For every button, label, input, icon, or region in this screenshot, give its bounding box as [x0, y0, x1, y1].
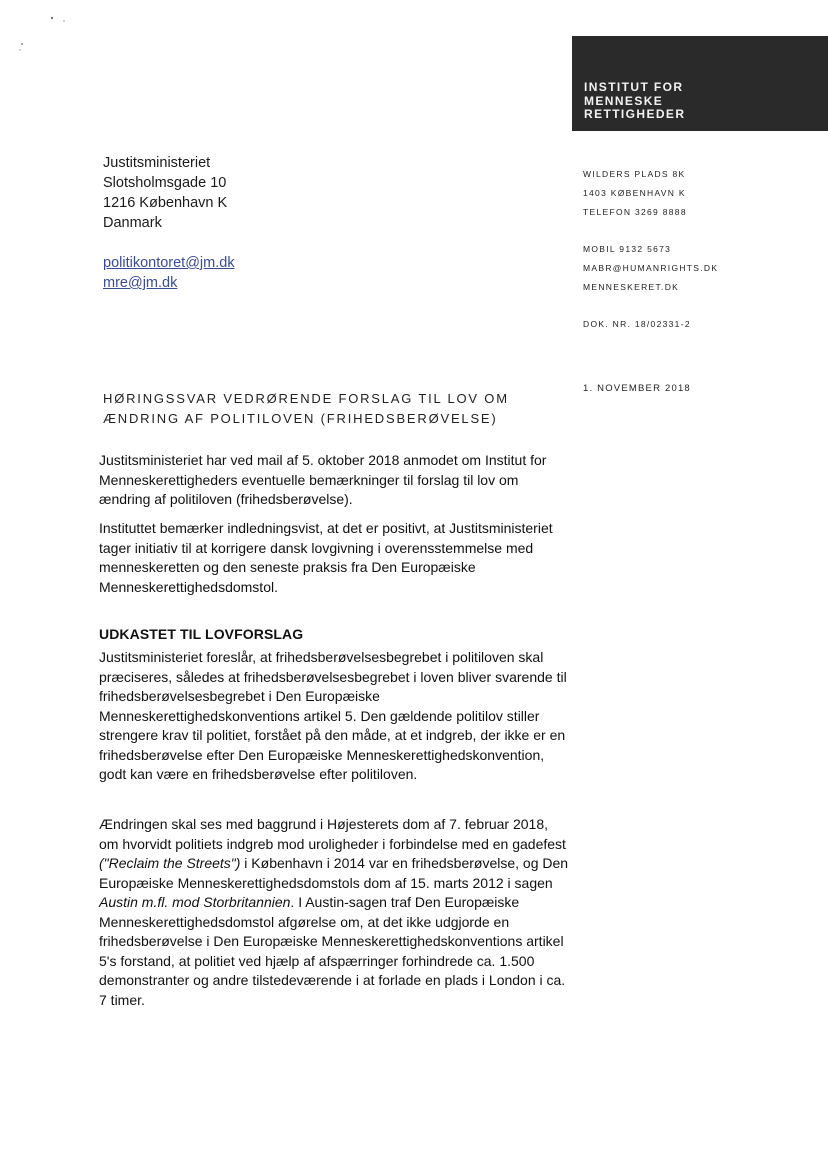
paragraph-text	[99, 815, 569, 1010]
recipient-line: 1216 København K	[103, 195, 228, 211]
paragraph-text: Instituttet bemærker indledningsvist, at det er positivt, at Justitsministeriet tager initiativ til at korrigere dansk lovgivning i overensstemmelse med menneskeretten og den seneste praksis fra Den Europæiske Menneskerettighedsdomstol.	[99, 520, 553, 595]
sender-website: MENNESKERET.DK	[583, 282, 680, 292]
text-run: . I Austin-sagen traf Den Europæiske Menneskerettighedsdomstol afgørelse om, at det ikke udgjorde en frihedsberøvelse i Den Europæiske Menneskerettighedskonventions artikel 5's forstand, at politiet ved hjælp af afspærringer forhindrede ca. 1.500 demonstranter og andre tilstedeværende i at forlade en plads i London i ca. 7 timer.	[99, 894, 566, 1008]
scan-specks	[14, 14, 74, 54]
paragraph-proposal	[99, 648, 569, 785]
recipient-line: Slotsholmsgade 10	[103, 175, 227, 191]
sender-address-line: WILDERS PLADS 8K	[583, 169, 686, 179]
recipient-emails	[103, 253, 235, 293]
document-number: DOK. NR. 18/02331-2	[583, 319, 691, 329]
sender-phone: TELEFON 3269 8888	[583, 207, 687, 217]
letter-date: 1. NOVEMBER 2018	[583, 383, 691, 394]
email-link[interactable]: politikontoret@jm.dk	[103, 255, 235, 271]
text-run: Ændringen skal ses med baggrund i Højesterets dom af 7. februar 2018, om hvorvidt politiets indgreb mod uroligheder i forbindelse med en gadefest	[99, 816, 566, 852]
letter-subject: HØRINGSSVAR VEDRØRENDE FORSLAG TIL LOV OM ÆNDRING AF POLITILOVEN (FRIHEDSBERØVELSE)	[103, 391, 509, 426]
paragraph-intro	[99, 451, 569, 510]
section-heading: UDKASTET TIL LOVFORSLAG	[99, 626, 304, 642]
recipient-line: Danmark	[103, 215, 162, 231]
sender-contact	[583, 165, 718, 334]
institute-logo	[572, 36, 828, 131]
recipient-address	[103, 153, 227, 233]
sender-email: MABR@HUMANRIGHTS.DK	[583, 263, 719, 273]
paragraph-background	[99, 815, 569, 1010]
paragraph-text: Justitsministeriet har ved mail af 5. oktober 2018 anmodet om Institut for Menneskerettigheders eventuelle bemærkninger til forslag til lov om ændring af politiloven (frihedsberøvelse).	[99, 452, 547, 507]
italic-text-run: ("Reclaim the Streets")	[99, 855, 241, 871]
sender-address-line: 1403 KØBENHAVN K	[583, 188, 686, 198]
paragraph-text: Justitsministeriet foreslår, at frihedsberøvelsesbegrebet i politiloven skal præciseres, således at frihedsberøvelsesbegrebet i loven bliver svarende til frihedsberøvelsesbegrebet i Den Europæiske Menneskerettighedskonventions artikel 5. Den gældende politilov stiller strengere krav til politiet, forstået på den måde, at et indgreb, der ikke er en frihedsberøvelse efter Den Europæiske Menneskerettighedskonvention, godt kan være en frihedsberøvelse efter politiloven.	[99, 649, 567, 782]
paragraph-assessment	[99, 519, 569, 597]
sender-mobile: MOBIL 9132 5673	[583, 244, 672, 254]
recipient-line: Justitsministeriet	[103, 155, 211, 171]
text-run: i København i 2014 var en frihedsberøvelse, og Den Europæiske Menneskerettighedsdomstols dom af 15. marts 2012 i sagen	[99, 855, 569, 891]
email-link[interactable]: mre@jm.dk	[103, 275, 178, 291]
case-name: Austin m.fl. mod Storbritannien	[99, 894, 291, 910]
logo-text: INSTITUT FOR MENNESKE RETTIGHEDER	[584, 80, 686, 121]
